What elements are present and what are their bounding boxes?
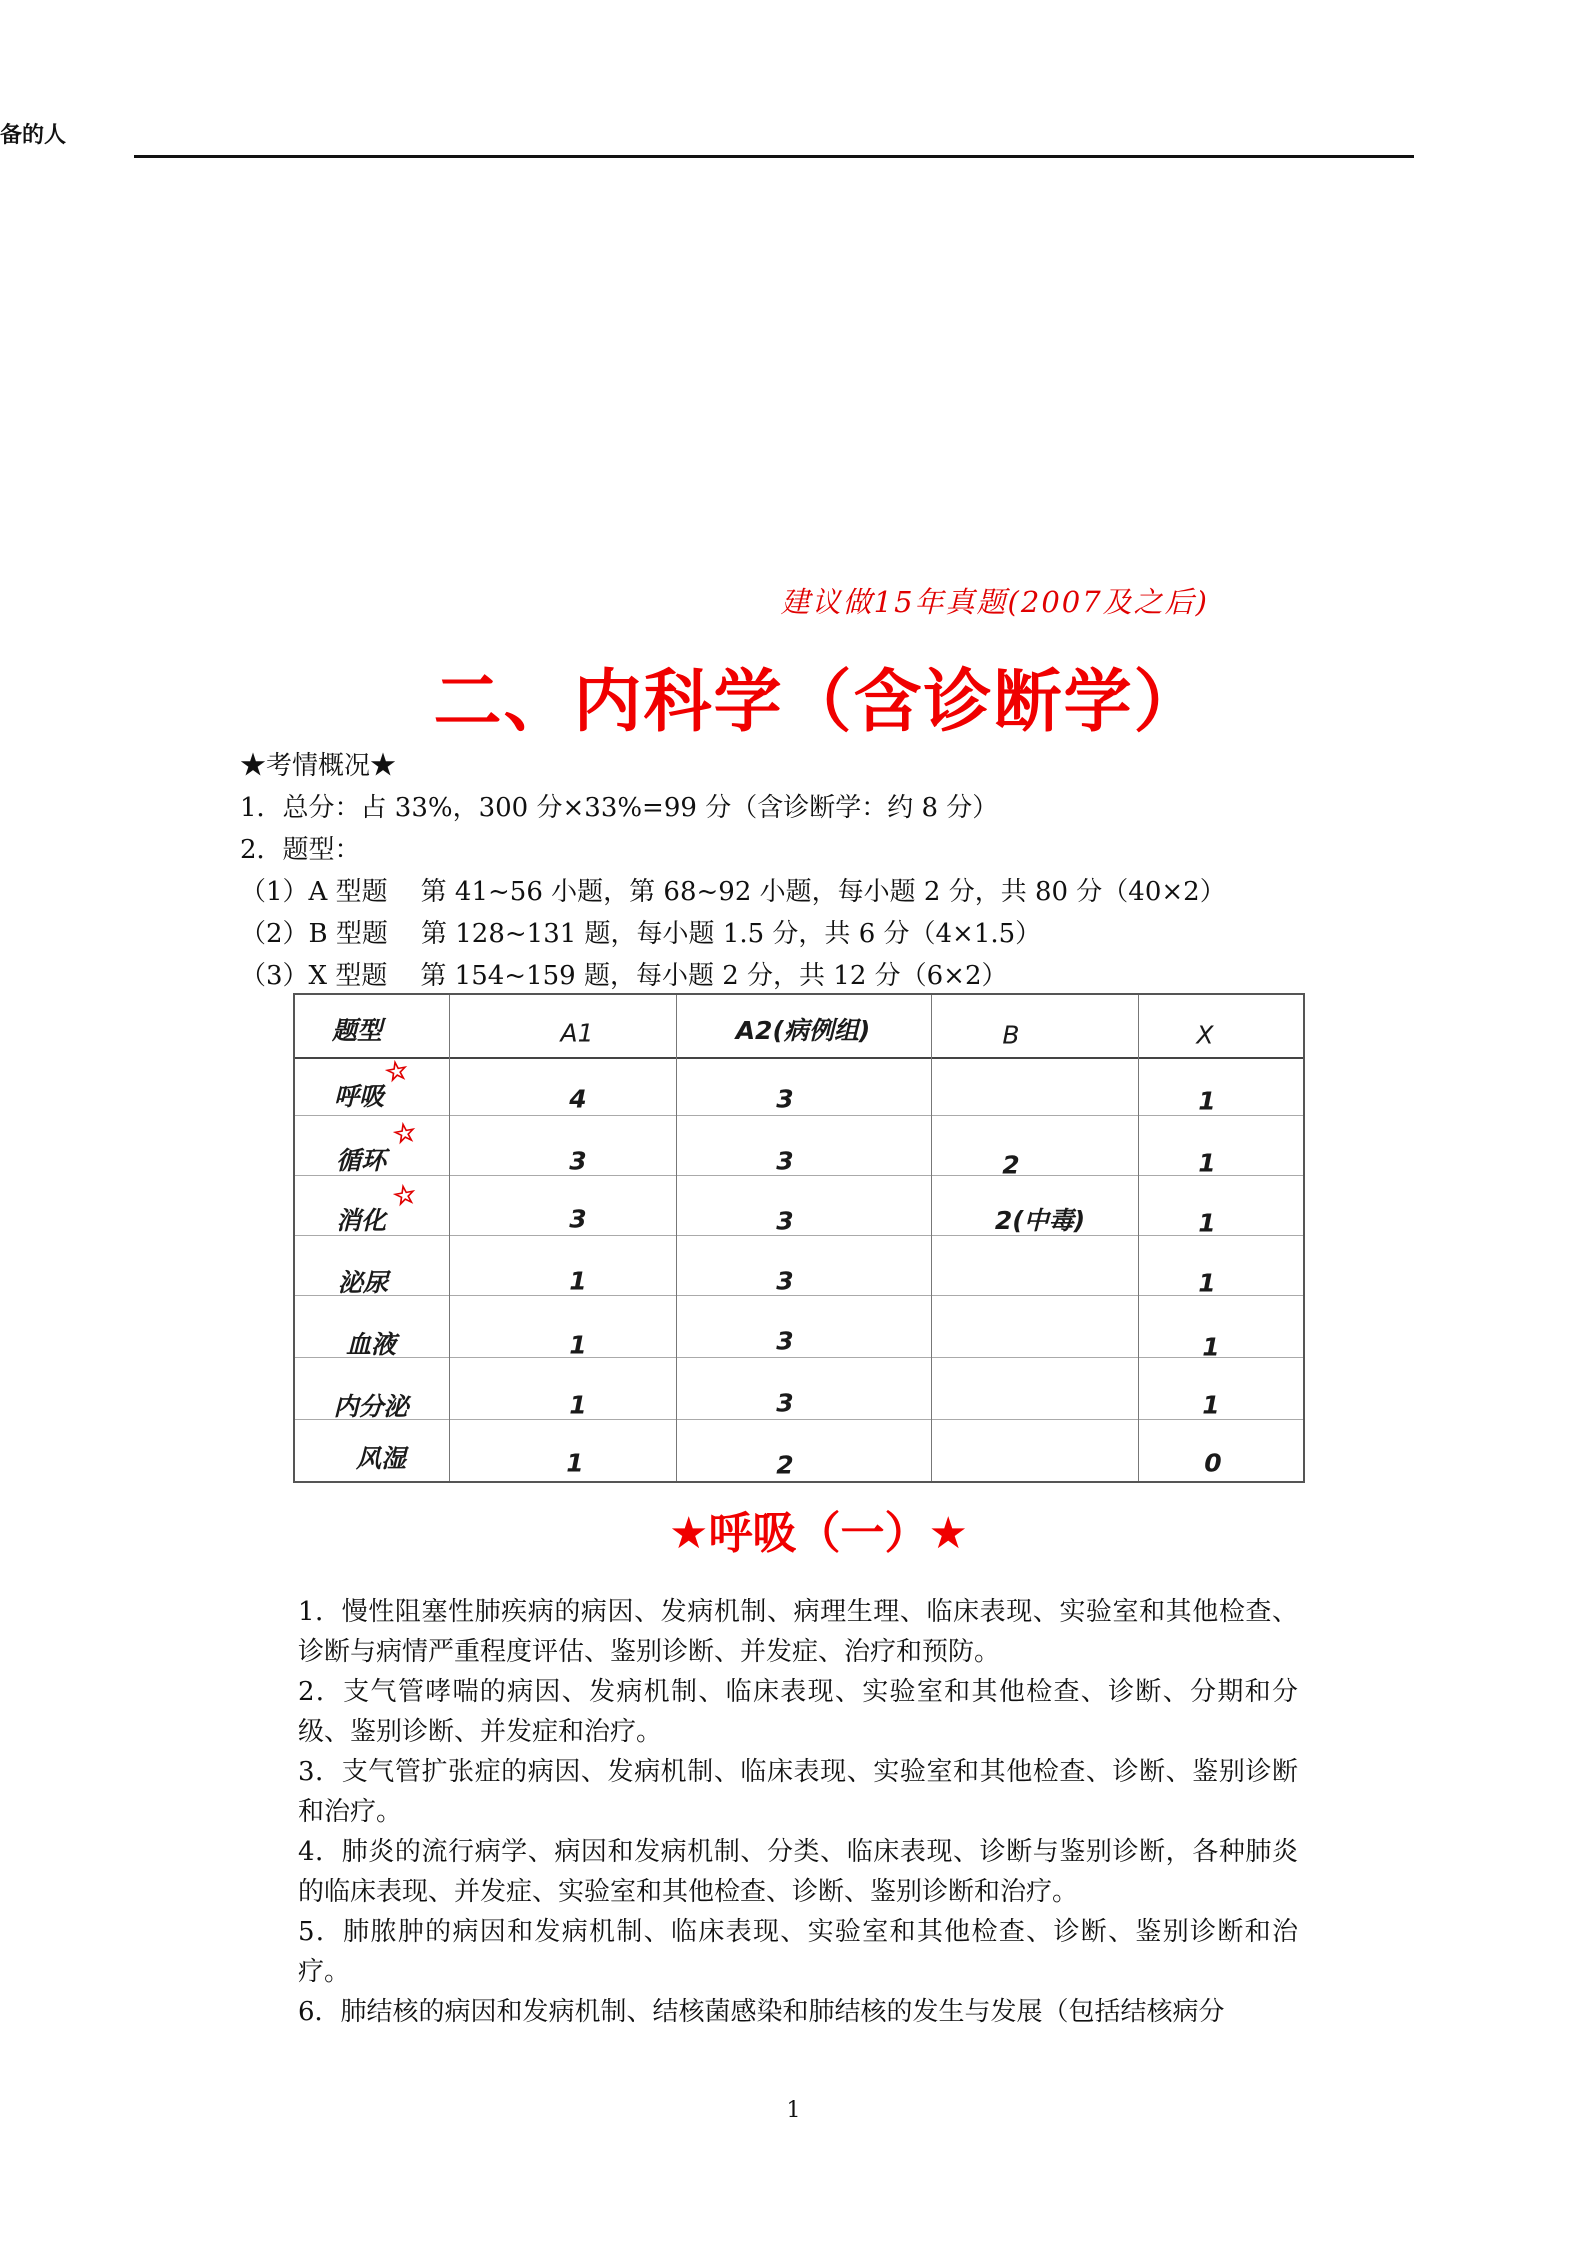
table-cell-a1: 1	[569, 1330, 587, 1360]
list-item: 6．肺结核的病因和发病机制、结核菌感染和肺结核的发生与发展（包括结核病分	[298, 1997, 1225, 2027]
table-cell-b: 2(中毒)	[994, 1206, 1086, 1235]
table-col-divider	[676, 995, 677, 1481]
table-cell-x: 1	[1202, 1332, 1220, 1362]
star-mark-icon: ☆	[382, 1055, 411, 1089]
star-mark-icon: ☆	[390, 1179, 419, 1213]
section-title: ★呼吸（一）★	[669, 1508, 968, 1559]
overview-question-types: 2．题型：	[240, 835, 361, 865]
star-mark-icon: ☆	[390, 1117, 419, 1151]
header-rule	[134, 155, 1414, 158]
type-b-label: （2）B 型题	[240, 919, 388, 949]
table-cell-x: 1	[1202, 1390, 1220, 1420]
table-cell-a2: 2	[776, 1450, 794, 1480]
table-cell-a2: 3	[776, 1146, 794, 1176]
chapter-title: 二、内科学（含诊断学）	[433, 663, 1204, 742]
table-row-name: 内分泌	[333, 1392, 409, 1421]
table-row-name: 循环	[335, 1146, 387, 1175]
table-header-type: 题型	[331, 1016, 383, 1045]
table-cell-x: 1	[1198, 1208, 1216, 1238]
overview-type-x	[230, 955, 1226, 997]
table-row-name: 消化	[335, 1206, 387, 1235]
list-item: 2．支气管哮喘的病因、发病机制、临床表现、实验室和其他检查、诊断、分期和分级、鉴别诊断、并发症和治疗。	[298, 1677, 1298, 1747]
page-number: 1	[786, 2098, 801, 2123]
table-header-b: B	[1002, 1020, 1020, 1050]
list-item: 3．支气管扩张症的病因、发病机制、临床表现、实验室和其他检查、诊断、鉴别诊断和治疗。	[298, 1757, 1298, 1827]
handwritten-note: 建议做15年真题(2007及之后)	[780, 585, 1209, 619]
table-row-divider	[295, 1175, 1303, 1176]
table-row-name: 泌尿	[337, 1268, 389, 1297]
table-row-name: 风湿	[355, 1444, 407, 1473]
table-cell-a1: 1	[569, 1266, 587, 1296]
table-row-divider	[295, 1419, 1303, 1420]
overview-type-a	[230, 871, 1226, 913]
table-cell-a1: 1	[566, 1448, 584, 1478]
list-item: 5．肺脓肿的病因和发病机制、临床表现、实验室和其他检查、诊断、鉴别诊断和治疗。	[298, 1917, 1298, 1987]
table-row-name: 呼吸	[333, 1082, 385, 1111]
table-cell-x: 1	[1198, 1086, 1216, 1116]
list-item: 1．慢性阻塞性肺疾病的病因、发病机制、病理生理、临床表现、实验室和其他检查、诊断与病情严重程度评估、鉴别诊断、并发症、治疗和预防。	[298, 1597, 1298, 1667]
table-cell-a2: 3	[776, 1388, 794, 1418]
table-row-divider	[295, 1357, 1303, 1358]
exam-overview	[240, 745, 1226, 997]
overview-type-b	[230, 913, 1226, 955]
table-cell-a1: 3	[569, 1146, 587, 1176]
table-col-divider	[1138, 995, 1139, 1481]
table-cell-a1: 4	[569, 1084, 587, 1114]
type-x-text: 第 154~159 题，每小题 2 分，共 12 分（6×2）	[420, 961, 1008, 991]
table-cell-a1: 3	[569, 1204, 587, 1234]
table-cell-x: 0	[1204, 1448, 1222, 1478]
table-cell-a2: 3	[776, 1084, 794, 1114]
table-header-a1: A1	[560, 1018, 594, 1048]
table-header-divider	[295, 1057, 1303, 1059]
table-cell-x: 1	[1198, 1148, 1216, 1178]
table-row-divider	[295, 1295, 1303, 1296]
table-cell-a2: 3	[776, 1266, 794, 1296]
table-cell-x: 1	[1198, 1268, 1216, 1298]
type-a-text: 第 41~56 小题，第 68~92 小题，每小题 2 分，共 80 分（40×2）	[420, 877, 1226, 907]
table-row-divider	[295, 1235, 1303, 1236]
syllabus-list	[298, 1592, 1298, 2032]
table-row-divider	[295, 1115, 1303, 1116]
type-b-text: 第 128~131 题，每小题 1.5 分，共 6 分（4×1.5）	[420, 919, 1042, 949]
overview-total-score: 1．总分：占 33%，300 分×33%=99 分（含诊断学：约 8 分）	[240, 793, 999, 823]
list-item: 4．肺炎的流行病学、病因和发病机制、分类、临床表现、诊断与鉴别诊断，各种肺炎的临床表现、并发症、实验室和其他检查、诊断、鉴别诊断和治疗。	[298, 1837, 1298, 1907]
type-x-label: （3）X 型题	[240, 961, 388, 991]
overview-heading: ★考情概况★	[240, 751, 397, 781]
table-cell-a1: 1	[569, 1390, 587, 1420]
table-header-a2: A2(病例组)	[735, 1016, 871, 1045]
header-text: 备的人	[0, 123, 67, 148]
question-distribution-table	[293, 993, 1305, 1483]
table-cell-b: 2	[1002, 1150, 1020, 1180]
table-cell-a2: 3	[776, 1206, 794, 1236]
type-a-label: （1）A 型题	[240, 877, 388, 907]
table-cell-a2: 3	[776, 1326, 794, 1356]
table-header-x: X	[1196, 1020, 1214, 1050]
table-col-divider	[931, 995, 932, 1481]
table-row-name: 血液	[345, 1330, 397, 1359]
table-col-divider	[449, 995, 450, 1481]
